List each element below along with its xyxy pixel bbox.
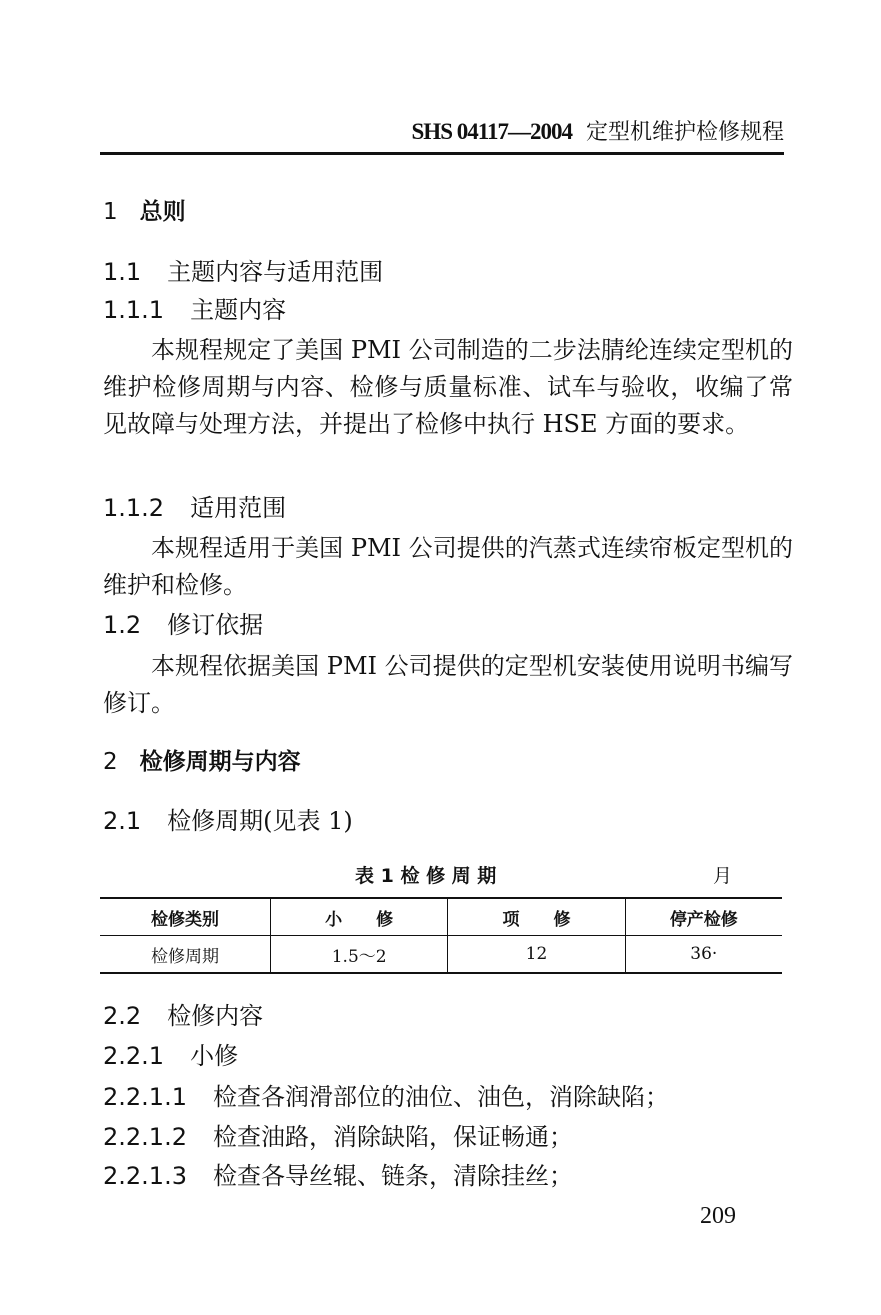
table-caption xyxy=(100,857,782,889)
table-title: 表 1 检 修 周 期 xyxy=(355,865,497,887)
section-number: 2.2.1.1 xyxy=(103,1083,187,1111)
paragraph-applicability: 本规程适用于美国 PMI 公司提供的汽蒸式连续帘板定型机的维护和检修。 xyxy=(103,534,793,599)
heading-1-1-2 xyxy=(103,492,793,524)
table-header-cell: 检修类别 xyxy=(100,898,271,936)
table-cell: 36· xyxy=(625,936,782,974)
heading-2-1 xyxy=(103,805,793,837)
section-title: 检修周期与内容 xyxy=(139,749,301,775)
section-number: 1.2 xyxy=(103,611,142,639)
section-title: 主题内容 xyxy=(190,296,287,324)
section-title: 总则 xyxy=(139,199,186,225)
section-number: 2 xyxy=(103,749,118,775)
section-title: 主题内容与适用范围 xyxy=(167,258,384,286)
section-title: 适用范围 xyxy=(190,494,287,522)
item-2-2-1-2 xyxy=(103,1121,793,1153)
section-number: 2.2.1.2 xyxy=(103,1123,187,1151)
section-number: 2.2 xyxy=(103,1002,142,1030)
table-cell: 检修周期 xyxy=(100,936,271,974)
section-title: 检修周期(见表 1) xyxy=(167,807,353,835)
heading-2-2 xyxy=(103,1000,793,1032)
standard-title: 定型机维护检修规程 xyxy=(585,120,784,145)
page-number: 209 xyxy=(700,1203,736,1229)
table-row xyxy=(100,936,782,974)
section-title: 检修内容 xyxy=(167,1002,264,1030)
item-2-2-1-3 xyxy=(103,1160,793,1192)
heading-1-1 xyxy=(103,256,793,288)
heading-1 xyxy=(103,196,793,228)
section-number: 1.1.1 xyxy=(103,296,165,324)
item-2-2-1-1 xyxy=(103,1081,793,1113)
table-cell: 1.5～2 xyxy=(271,936,448,974)
table-header-cell: 停产检修 xyxy=(625,898,782,936)
table-header-cell: 小 修 xyxy=(271,898,448,936)
paragraph-revision-basis: 本规程依据美国 PMI 公司提供的定型机安装使用说明书编写修订。 xyxy=(103,652,793,717)
section-title: 修订依据 xyxy=(167,611,264,639)
item-text: 检查各润滑部位的油位、油色，消除缺陷； xyxy=(212,1083,669,1111)
section-number: 2.1 xyxy=(103,807,142,835)
section-number: 1.1.2 xyxy=(103,494,165,522)
item-text: 检查各导丝辊、链条，清除挂丝； xyxy=(212,1162,573,1190)
paragraph-scope: 本规程规定了美国 PMI 公司制造的二步法腈纶连续定型机的维护检修周期与内容、检修与质量标准、试车与验收，收编了常见故障与处理方法，并提出了检修中执行 HSE 方面的要求。 xyxy=(103,336,793,438)
heading-2 xyxy=(103,746,793,778)
section-number: 2.2.1 xyxy=(103,1042,165,1070)
table-header-row xyxy=(100,898,782,936)
section-number: 1 xyxy=(103,199,118,225)
running-header xyxy=(100,112,784,155)
table-header-cell: 项 修 xyxy=(448,898,625,936)
section-number: 1.1 xyxy=(103,258,142,286)
maintenance-period-table xyxy=(100,897,782,974)
item-text: 检查油路，消除缺陷，保证畅通； xyxy=(212,1123,573,1151)
heading-1-2 xyxy=(103,609,793,641)
heading-2-2-1 xyxy=(103,1040,793,1072)
section-number: 2.2.1.3 xyxy=(103,1162,187,1190)
section-title: 小修 xyxy=(190,1042,239,1070)
table-unit: 月 xyxy=(712,865,732,887)
heading-1-1-1 xyxy=(103,294,793,326)
table-cell: 12 xyxy=(448,936,625,974)
standard-code: SHS 04117—2004 xyxy=(411,119,572,144)
